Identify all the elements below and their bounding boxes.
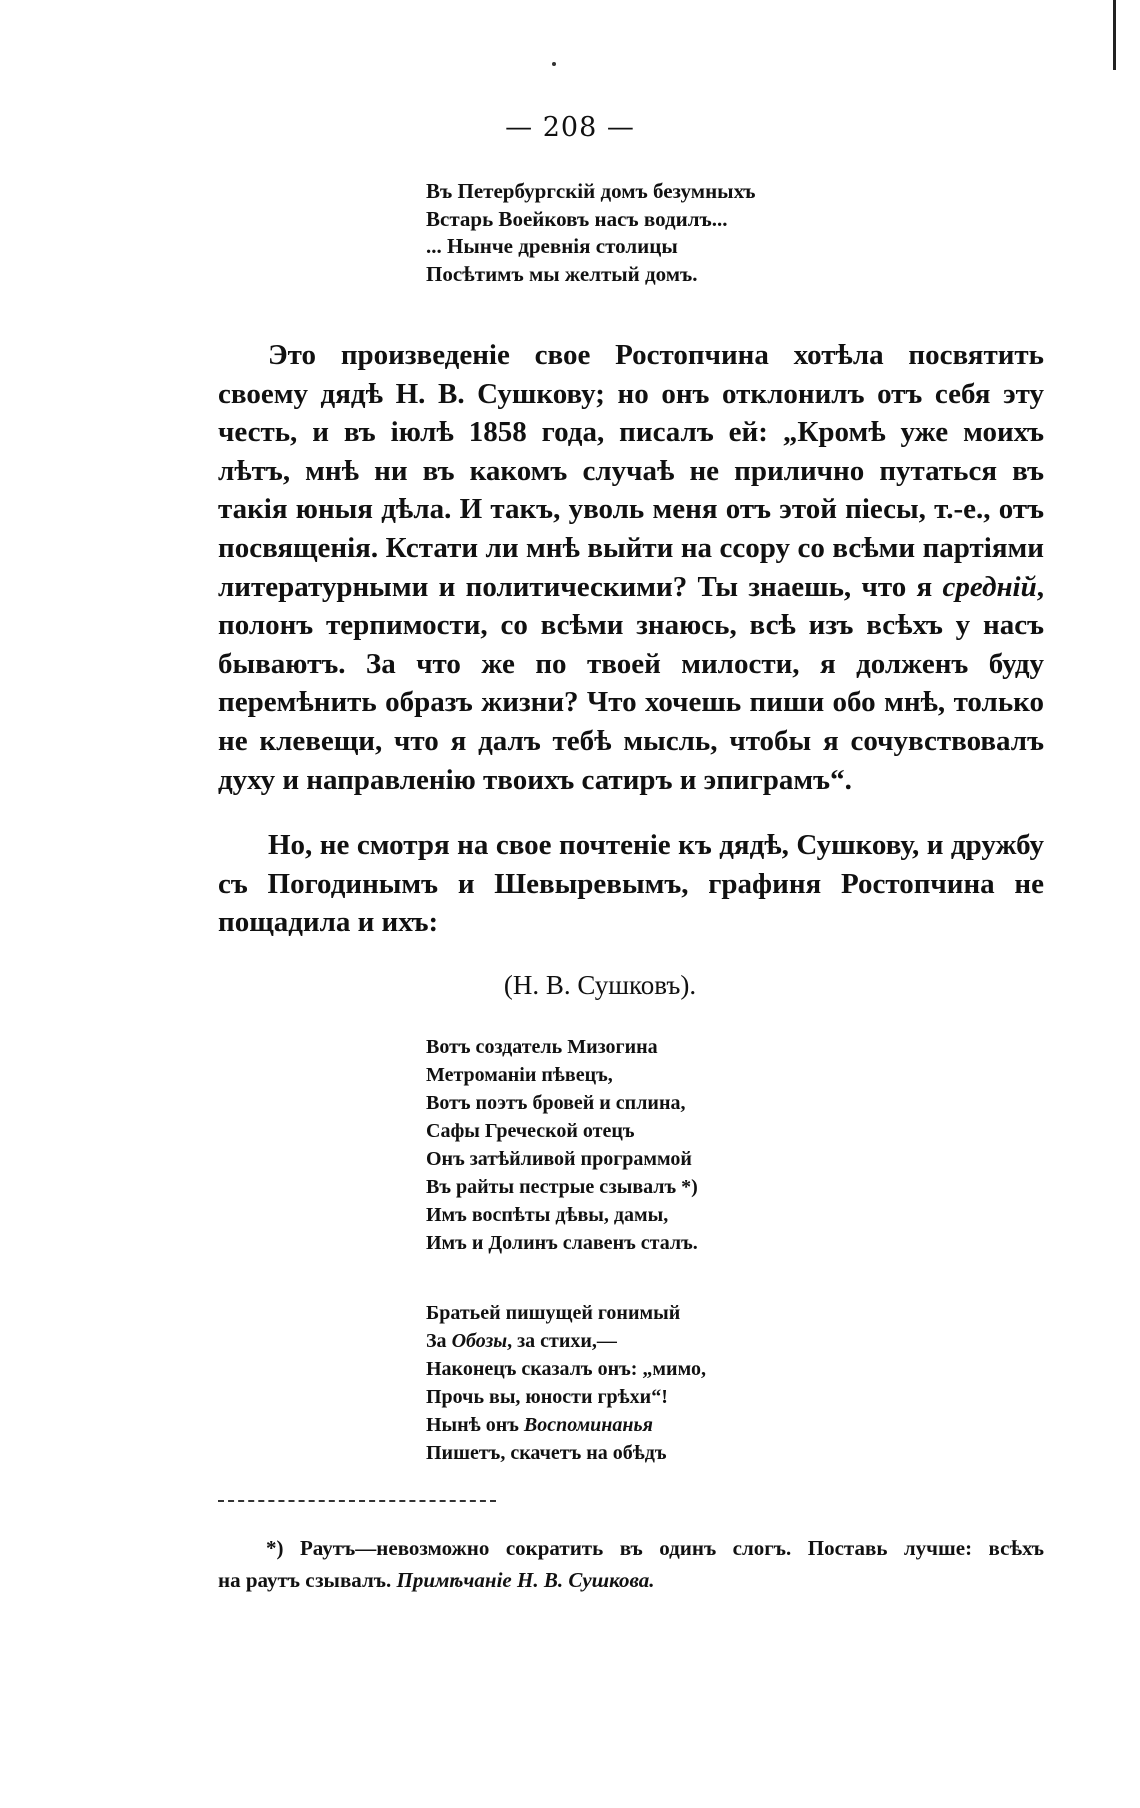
verse-line [426,1411,706,1439]
verse-line: Посѣтимъ мы желтый домъ. [426,261,698,286]
page-number: — 208 — [505,112,635,143]
verse-line: Вотъ создатель Мизогина [426,1036,658,1058]
verse-line: Сафы Греческой отецъ [426,1120,635,1142]
verse-line: Вотъ поэтъ бровей и сплина, [426,1092,686,1114]
prose-paragraph-dedication [218,336,1044,799]
verse-line: Прочь вы, юности грѣхи“! [426,1386,668,1408]
verse-block-epigraph [426,178,756,288]
page-edge-line [1113,0,1116,70]
verse-line: Пишетъ, скачетъ на обѣдъ [426,1442,667,1464]
ink-speck [552,62,556,66]
prose-paragraph-respect [218,826,1044,942]
verse-line: Метроманіи пѣвецъ, [426,1064,613,1086]
verse-line: Въ райты пестрые сзывалъ *) [426,1176,698,1198]
italic-word: Обозы [451,1330,508,1352]
verse-text: За [426,1330,452,1352]
poem-heading [0,970,1140,1001]
footnote-line [218,1564,1044,1596]
verse-text: Нынѣ онъ [426,1414,524,1436]
footnote-line: *) Раутъ—невозможно сократить въ одинъ слогъ. Поставь лучше: всѣхъ [266,1536,1044,1560]
paragraph-text: Это произведеніе свое Ростопчина хотѣла посвятить своему дядѣ Н. В. Сушкову; но онъ отклонилъ отъ себя эту честь, и въ іюлѣ 1858 года, писалъ ей: „Кромѣ уже моихъ лѣтъ, мнѣ ни въ какомъ случаѣ не прилично путаться въ такія юныя дѣла. И такъ, уволь меня отъ этой піесы, т.-е., отъ посвященія. Кстати ли мнѣ выйти на ссору со всѣми партіями литературными и политическими? Ты знаешь, что я [218,339,1044,603]
paragraph: Но, не смотря на свое почтеніе къ дядѣ, Сушкову, и дружбу съ Погодинымъ и Шевыревымъ, графиня Ростопчина не пощадила и ихъ: [218,829,1044,939]
verse-line: Имъ воспѣты дѣвы, дамы, [426,1204,669,1226]
verse-text: , за стихи,— [507,1330,617,1352]
footnote-separator [218,1500,496,1502]
paragraph-text-continued: , полонъ терпимости, со всѣми знаюсь, всѣ изъ всѣхъ у насъ бываютъ. За что же по твоей милости, я долженъ буду перемѣнить образъ жизни? Что хочешь пиши обо мнѣ, только не клевещи, что я далъ тебѣ мысль, чтобы я сочувствовалъ духу и направленію твоихъ сатиръ и эпиграмъ“. [218,570,1044,796]
footnote-text: на раутъ сзывалъ. [218,1568,397,1592]
poem-heading-text: (Н. В. Сушковъ). [503,970,697,1000]
verse-line: Онъ затѣйливой программой [426,1148,692,1170]
verse-line: Наконецъ сказалъ онъ: „мимо, [426,1358,706,1380]
verse-line: Въ Петербургскій домъ безумныхъ [426,179,756,203]
verse-line: Встарь Воейковъ насъ водилъ... [426,206,728,231]
italic-word: средній [942,570,1037,603]
footnote-attribution: Примѣчаніе Н. В. Сушкова. [396,1568,655,1592]
verse-line: ... Нынче древнія столицы [426,234,678,258]
verse-line: Имъ и Долинъ славенъ сталъ. [426,1232,698,1254]
verse-line [426,1327,706,1355]
verse-line: Братьей пишущей гонимый [426,1302,681,1324]
paragraph [218,336,1044,799]
italic-word: Воспоминанья [523,1414,653,1436]
footnote [218,1532,1044,1596]
verse-block-sushkov-2 [426,1299,706,1467]
verse-block-sushkov-1 [426,1033,698,1257]
